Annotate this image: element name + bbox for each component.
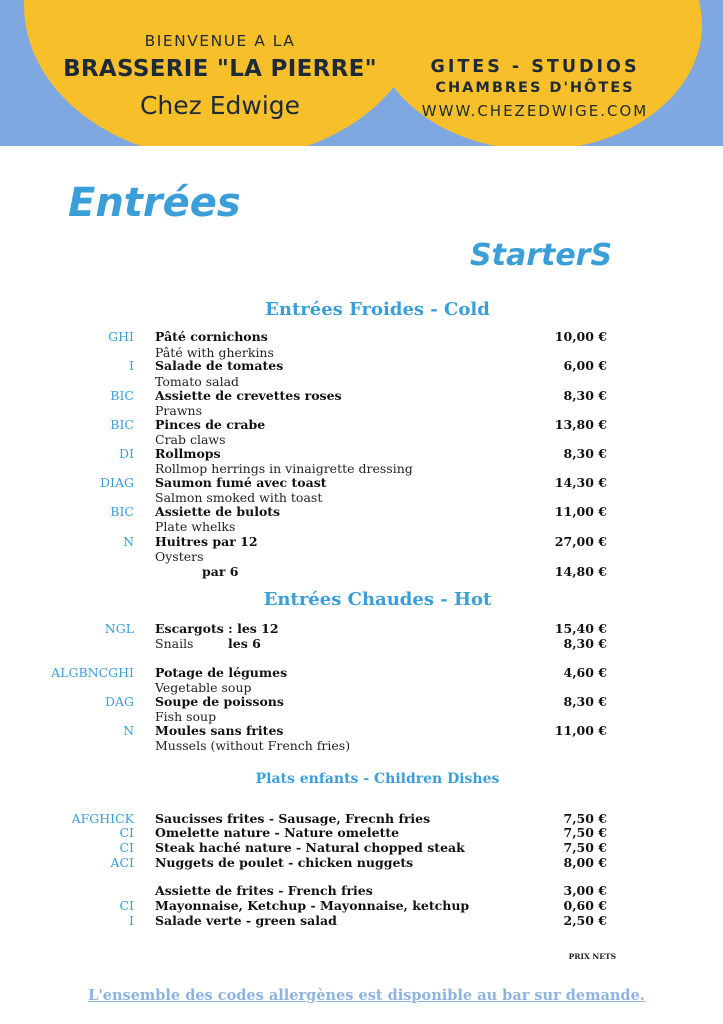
item-price: 6,00 €	[563, 358, 607, 373]
item-name: Salade de tomates	[155, 358, 284, 373]
section-kids-title: Plats enfants - Children Dishes	[255, 771, 500, 787]
item-price: 27,00 €	[554, 534, 607, 549]
item-name: Saumon fumé avec toast	[155, 475, 327, 490]
item-translation: Crab claws	[155, 432, 226, 447]
allergen-code: NGL	[104, 621, 134, 636]
item-name: Omelette nature - Nature omelette	[155, 825, 400, 840]
item-name: Nuggets de poulet - chicken nuggets	[155, 855, 414, 870]
item-name: Salade verte - green salad	[155, 913, 337, 928]
item-name: Soupe de poissons	[155, 694, 284, 709]
allergen-code: I	[129, 358, 134, 373]
menu-item-variant	[0, 564, 723, 580]
item-price: 8,30 €	[563, 388, 607, 403]
page-title-en: StarterS	[470, 238, 613, 273]
item-name: Moules sans frites	[155, 723, 284, 738]
allergen-code: BIC	[110, 388, 134, 403]
item-name: Steak haché nature - Natural chopped steak	[155, 840, 465, 855]
item-translation: Vegetable soup	[155, 680, 252, 695]
allergen-code: DI	[119, 446, 134, 461]
menu-item	[0, 825, 723, 841]
item-name: Potage de légumes	[155, 665, 288, 680]
chez-edwige: Chez Edwige	[139, 91, 301, 120]
item-name: Pinces de crabe	[155, 417, 266, 432]
item-price: 2,50 €	[563, 913, 607, 928]
menu-item	[0, 504, 723, 520]
variant-label: par 6	[202, 564, 239, 579]
item-price: 7,50 €	[563, 840, 607, 855]
allergen-code: N	[123, 534, 134, 549]
brasserie-name: BRASSERIE "LA PIERRE"	[63, 56, 377, 82]
chambres-hotes: CHAMBRES D'HÔTES	[435, 80, 635, 96]
menu-item	[0, 417, 723, 433]
section-hot-title: Entrées Chaudes - Hot	[263, 589, 492, 610]
allergen-code: DIAG	[100, 475, 134, 490]
menu-item	[0, 883, 723, 899]
allergen-footer-note: L'ensemble des codes allergènes est disponible au bar sur demande.	[88, 987, 645, 1004]
allergen-code: ACI	[110, 855, 134, 870]
item-translation: Salmon smoked with toast	[155, 490, 323, 505]
allergen-code: DAG	[104, 694, 134, 709]
item-translation: Oysters	[155, 549, 204, 564]
menu-item	[0, 855, 723, 871]
menu-item-variant	[0, 636, 723, 652]
menu-item	[0, 665, 723, 681]
item-price: 8,30 €	[563, 446, 607, 461]
item-name: Pâté cornichons	[155, 329, 268, 344]
menu-item	[0, 913, 723, 929]
item-name: Escargots : les 12	[155, 621, 279, 636]
menu-item	[0, 621, 723, 637]
welcome-text: BIENVENUE A LA	[144, 32, 296, 50]
menu-item	[0, 329, 723, 345]
section-cold-title: Entrées Froides - Cold	[265, 299, 490, 320]
menu-item	[0, 446, 723, 462]
allergen-code: CI	[119, 825, 134, 840]
item-price: 0,60 €	[563, 898, 607, 913]
item-name: Rollmops	[155, 446, 221, 461]
item-price: 11,00 €	[554, 504, 607, 519]
menu-item	[0, 694, 723, 710]
menu-item	[0, 534, 723, 550]
website-link[interactable]: WWW.CHEZEDWIGE.COM	[421, 102, 649, 120]
item-translation: Fish soup	[155, 709, 217, 724]
prix-nets-note: PRIX NETS	[568, 952, 616, 961]
item-translation: Mussels (without French fries)	[155, 738, 351, 753]
allergen-code: I	[129, 913, 134, 928]
item-price: 3,00 €	[563, 883, 607, 898]
item-name: Assiette de bulots	[155, 504, 281, 519]
item-price: 4,60 €	[563, 665, 607, 680]
item-price: 15,40 €	[554, 621, 607, 636]
menu-item	[0, 898, 723, 914]
item-name: Huitres par 12	[155, 534, 258, 549]
item-price: 8,30 €	[563, 694, 607, 709]
item-name: Mayonnaise, Ketchup - Mayonnaise, ketchup	[155, 898, 470, 913]
menu-item	[0, 388, 723, 404]
allergen-code: CI	[119, 898, 134, 913]
variant-label: les 6	[228, 636, 261, 651]
item-name: Assiette de frites - French fries	[155, 883, 373, 898]
item-translation: Pâté with gherkins	[155, 345, 274, 360]
gites-studios: GITES - STUDIOS	[430, 57, 640, 77]
item-name: Assiette de crevettes roses	[155, 388, 342, 403]
allergen-code: BIC	[110, 504, 134, 519]
item-price: 14,80 €	[554, 564, 607, 579]
page-title-fr: Entrées	[68, 180, 241, 226]
item-price: 8,00 €	[563, 855, 607, 870]
item-price: 11,00 €	[554, 723, 607, 738]
allergen-code: GHI	[108, 329, 134, 344]
allergen-code: BIC	[110, 417, 134, 432]
header-banner	[0, 0, 723, 146]
allergen-code: N	[123, 723, 134, 738]
item-price: 10,00 €	[554, 329, 607, 344]
allergen-code: AFGHICK	[71, 811, 134, 826]
item-price: 8,30 €	[563, 636, 607, 651]
allergen-code: CI	[119, 840, 134, 855]
item-price: 14,30 €	[554, 475, 607, 490]
item-price: 13,80 €	[554, 417, 607, 432]
allergen-code: ALGBNCGHI	[51, 665, 134, 680]
menu-item	[0, 840, 723, 856]
menu-item	[0, 358, 723, 374]
menu-item	[0, 723, 723, 739]
item-price: 7,50 €	[563, 825, 607, 840]
item-translation: Snails	[155, 636, 194, 651]
menu-item	[0, 475, 723, 491]
item-translation: Tomato salad	[155, 374, 240, 389]
item-translation: Plate whelks	[155, 519, 236, 534]
item-translation: Prawns	[155, 403, 203, 418]
item-price: 7,50 €	[563, 811, 607, 826]
item-name: Saucisses frites - Sausage, Frecnh fries	[155, 811, 431, 826]
item-translation: Rollmop herrings in vinaigrette dressing	[155, 461, 413, 476]
